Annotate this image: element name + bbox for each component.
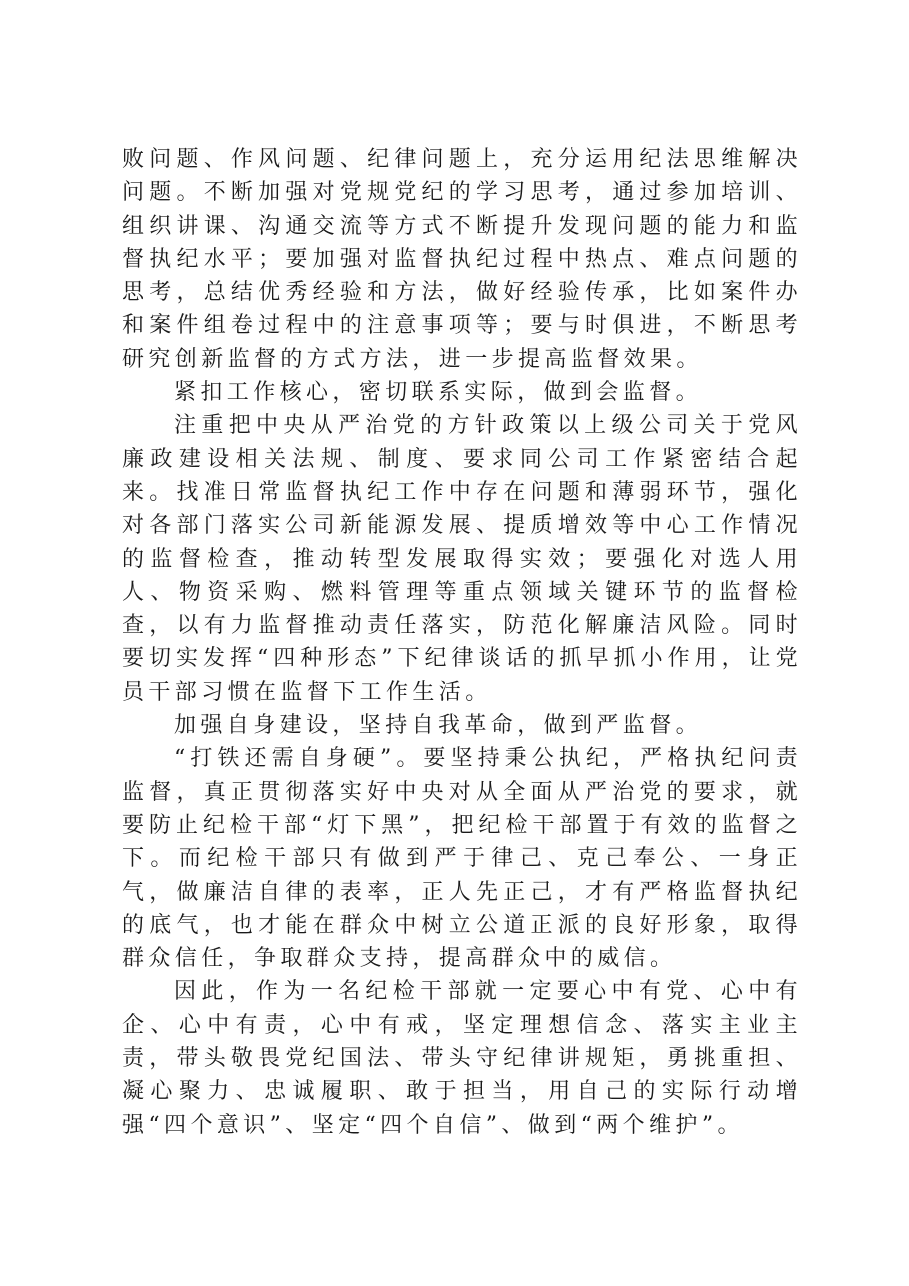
paragraph-1: 败问题、作风问题、纪律问题上，充分运用纪法思维解决问题。不断加强对党规党纪的学习思考，通过参加培训、组织讲课、沟通交流等方式不断提升发现问题的能力和监督执纪水平；要加强对监督执纪过程中热点、难点问题的思考，总结优秀经验和方法，做好经验传承，比如案件办和案件组卷过程中的注意事项等；要与时俱进，不断思考研究创新监督的方式方法，进一步提高监督效果。 — [122, 147, 802, 372]
paragraph-3: “打铁还需自身硬”。要坚持秉公执纪，严格执纪问责监督，真正贯彻落实好中央对从全面从严治党的要求，就要防止纪检干部“灯下黑”，把纪检干部置于有效的监督之下。而纪检干部只有做到严于律己、克己奉公、一身正气，做廉洁自律的表率，正人先正己，才有严格监督执纪的底气，也才能在群众中树立公道正派的良好形象，取得群众信任，争取群众支持，提高群众中的威信。 — [122, 746, 802, 972]
paragraph-2: 注重把中央从严治党的方针政策以上级公司关于党风廉政建设相关法规、制度、要求同公司工作紧密结合起来。找准日常监督执纪工作中存在问题和薄弱环节，强化对各部门落实公司新能源发展、提质增效等中心工作情况的监督检查，推动转型发展取得实效；要强化对选人用人、物资采购、燃料管理等重点领域关键环节的监督检查，以有力监督推动责任落实，防范化解廉洁风险。同时要切实发挥“四种形态”下纪律谈话的抓早抓小作用，让党员干部习惯在监督下工作生活。 — [122, 413, 802, 705]
document-page — [122, 143, 802, 1142]
section-heading-1: 紧扣工作核心，密切联系实际，做到会监督。 — [174, 380, 703, 406]
paragraph-4: 因此，作为一名纪检干部就一定要心中有党、心中有企、心中有责，心中有戒，坚定理想信念、落实主业主责，带头敬畏党纪国法、带头守纪律讲规矩，勇挑重担、凝心聚力、忠诚履职、敢于担当，用自己的实际行动增强“四个意识”、坚定“四个自信”、做到“两个维护”。 — [122, 979, 802, 1138]
section-heading-2: 加强自身建设，坚持自我革命，做到严监督。 — [174, 713, 703, 739]
